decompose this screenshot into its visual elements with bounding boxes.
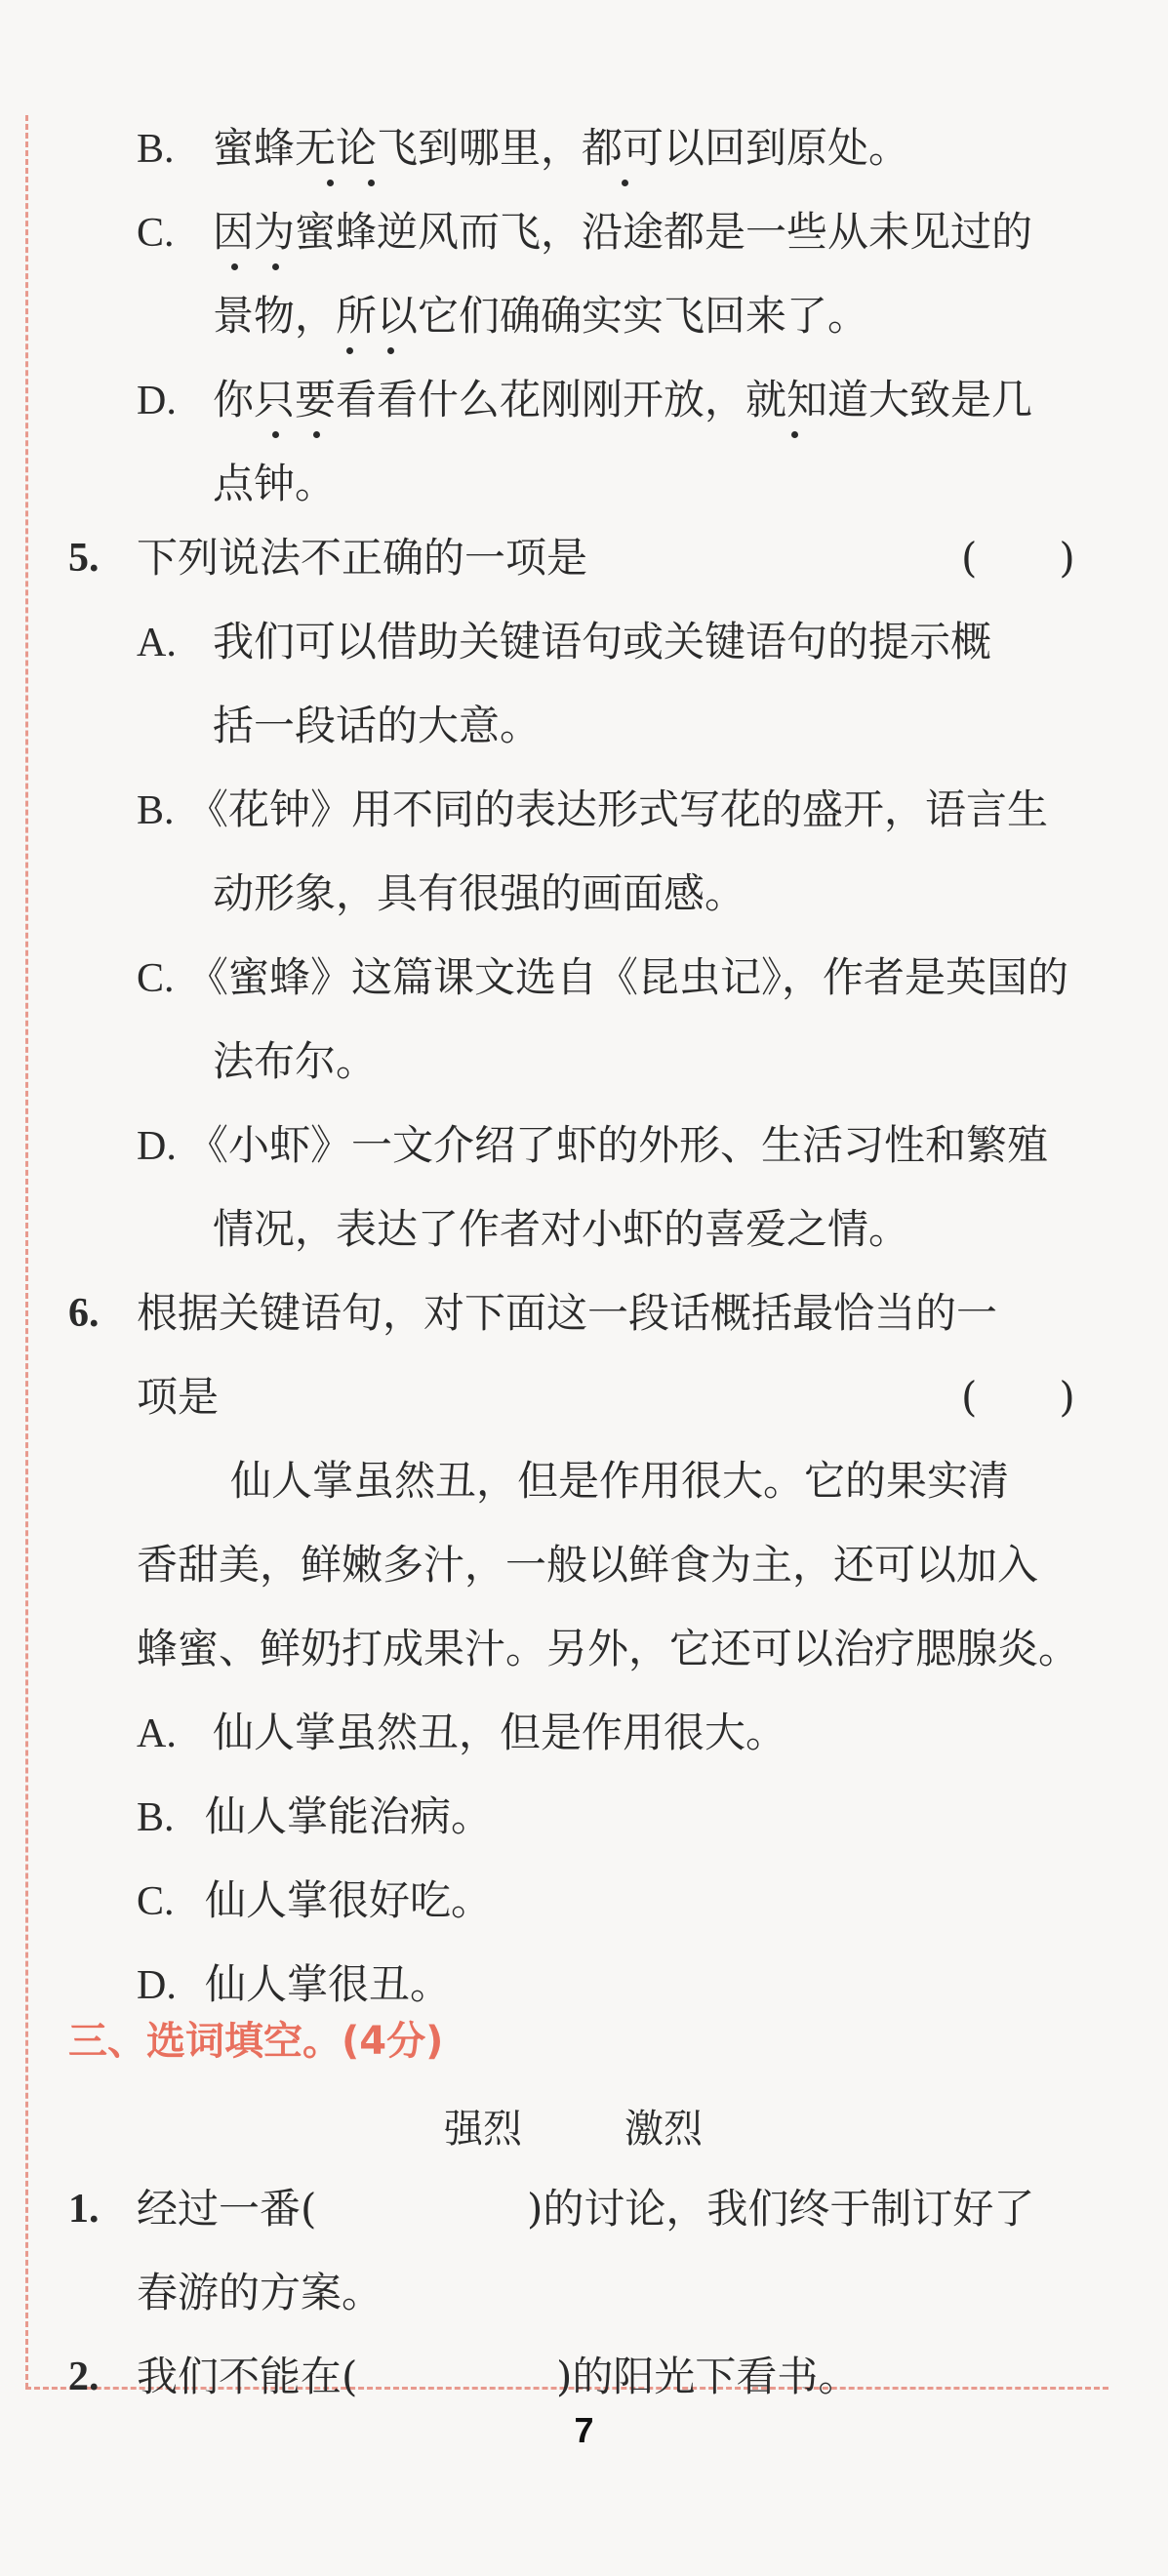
q4-option-c: [137, 205, 1032, 261]
passage-line: 仙人掌虽然丑，但是作用很大。它的果实清: [230, 1457, 1010, 1505]
q5-option-d: [137, 1118, 1048, 1174]
item-text-after: )的阳光下看书。: [556, 2353, 860, 2400]
option-text: 仙人掌很丑。: [205, 1960, 452, 2008]
option-letter: D.: [137, 379, 177, 423]
q5-option-a-line2: 括一段话的大意。: [213, 702, 542, 749]
dashed-margin-left: [25, 115, 28, 2389]
item-text-after: )的讨论，我们终于制订好了: [527, 2185, 1035, 2233]
option-text: 我们可以借助关键语句或关键语句的提示概: [213, 618, 992, 665]
item-number: 1.: [68, 2187, 100, 2232]
option-text: 蜜蜂无论飞到哪里，都可以回到原处。: [213, 124, 910, 172]
q5-option-c: [137, 950, 1068, 1006]
question-number: 5.: [68, 536, 100, 581]
question-stem-line2: 项是: [137, 1373, 220, 1421]
option-letter: B.: [137, 788, 175, 833]
option-letter: C.: [137, 1879, 175, 1924]
q5-option-c-line2: 法布尔。: [213, 1037, 378, 1085]
q6-option-a: [137, 1706, 786, 1761]
q4-option-d: [137, 373, 1032, 428]
q6-option-b: [137, 1790, 492, 1845]
item-text-before: 我们不能在(: [137, 2353, 358, 2400]
option-letter: A.: [137, 621, 177, 665]
item-text-before: 经过一番(: [137, 2185, 317, 2233]
question-stem: 下列说法不正确的一项是: [137, 534, 588, 582]
option-text: 你只要看看什么花刚刚开放，就知道大致是几: [213, 376, 1033, 423]
word-choice: 强烈: [444, 2107, 522, 2152]
option-letter: A.: [137, 1711, 177, 1756]
page-number: 7: [574, 2410, 594, 2450]
emphasis-dot: [387, 347, 394, 354]
emphasis-dot: [231, 263, 238, 270]
emphasis-dot: [346, 347, 353, 354]
q5-option-b-line2: 动形象，具有很强的画面感。: [213, 869, 746, 917]
option-text: 仙人掌能治病。: [205, 1792, 493, 1840]
option-letter: B.: [137, 127, 175, 172]
emphasis-dot: [313, 431, 320, 438]
q5-option-a: [137, 615, 991, 670]
section-title: 三、选词填空。(4分): [68, 2019, 444, 2064]
emphasis-dot: [327, 180, 334, 186]
answer-blank[interactable]: ( ): [961, 534, 1075, 582]
q4-option-d-line2: 点钟。: [213, 460, 337, 507]
question-number: 6.: [68, 1291, 100, 1336]
q5-option-d-line2: 情况，表达了作者对小虾的喜爱之情。: [213, 1205, 910, 1253]
q5-option-b: [137, 783, 1048, 838]
option-letter: C.: [137, 956, 175, 1001]
passage-line: 蜂蜜、鲜奶打成果汁。另外，它还可以治疗腮腺炎。: [137, 1625, 1080, 1672]
q6-option-d: [137, 1957, 451, 2013]
emphasis-dot: [791, 431, 798, 438]
q4-option-c-line2: 景物，所以它们确确实实飞回来了。: [213, 292, 869, 340]
option-text: 仙人掌虽然丑，但是作用很大。: [213, 1709, 787, 1756]
item-number: 2.: [68, 2355, 100, 2399]
q6-option-c: [137, 1873, 492, 1929]
word-choice: 激烈: [624, 2107, 703, 2152]
option-text: 仙人掌很好吃。: [205, 1876, 493, 1924]
item-text-line2: 春游的方案。: [137, 2269, 383, 2316]
option-text: 《小虾》一文介绍了虾的外形、生活习性和繁殖: [187, 1121, 1049, 1169]
option-letter: D.: [137, 1963, 177, 2008]
emphasis-dot: [272, 263, 279, 270]
emphasis-dot: [368, 180, 375, 186]
option-text: 《花钟》用不同的表达形式写花的盛开，语言生: [187, 785, 1049, 833]
option-letter: D.: [137, 1124, 177, 1169]
q4-option-b: [137, 121, 909, 177]
emphasis-dot: [622, 180, 628, 186]
option-text: 《蜜蜂》这篇课文选自《昆虫记》，作者是英国的: [187, 953, 1069, 1001]
question-stem: 根据关键语句，对下面这一段话概括最恰当的一: [137, 1289, 998, 1337]
option-letter: B.: [137, 1795, 175, 1840]
emphasis-dot: [272, 431, 279, 438]
option-letter: C.: [137, 211, 175, 256]
passage-line: 香甜美，鲜嫩多汁，一般以鲜食为主，还可以加入: [137, 1541, 1039, 1589]
option-text: 因为蜜蜂逆风而飞，沿途都是一些从未见过的: [213, 208, 1033, 256]
answer-blank[interactable]: ( ): [961, 1373, 1075, 1421]
